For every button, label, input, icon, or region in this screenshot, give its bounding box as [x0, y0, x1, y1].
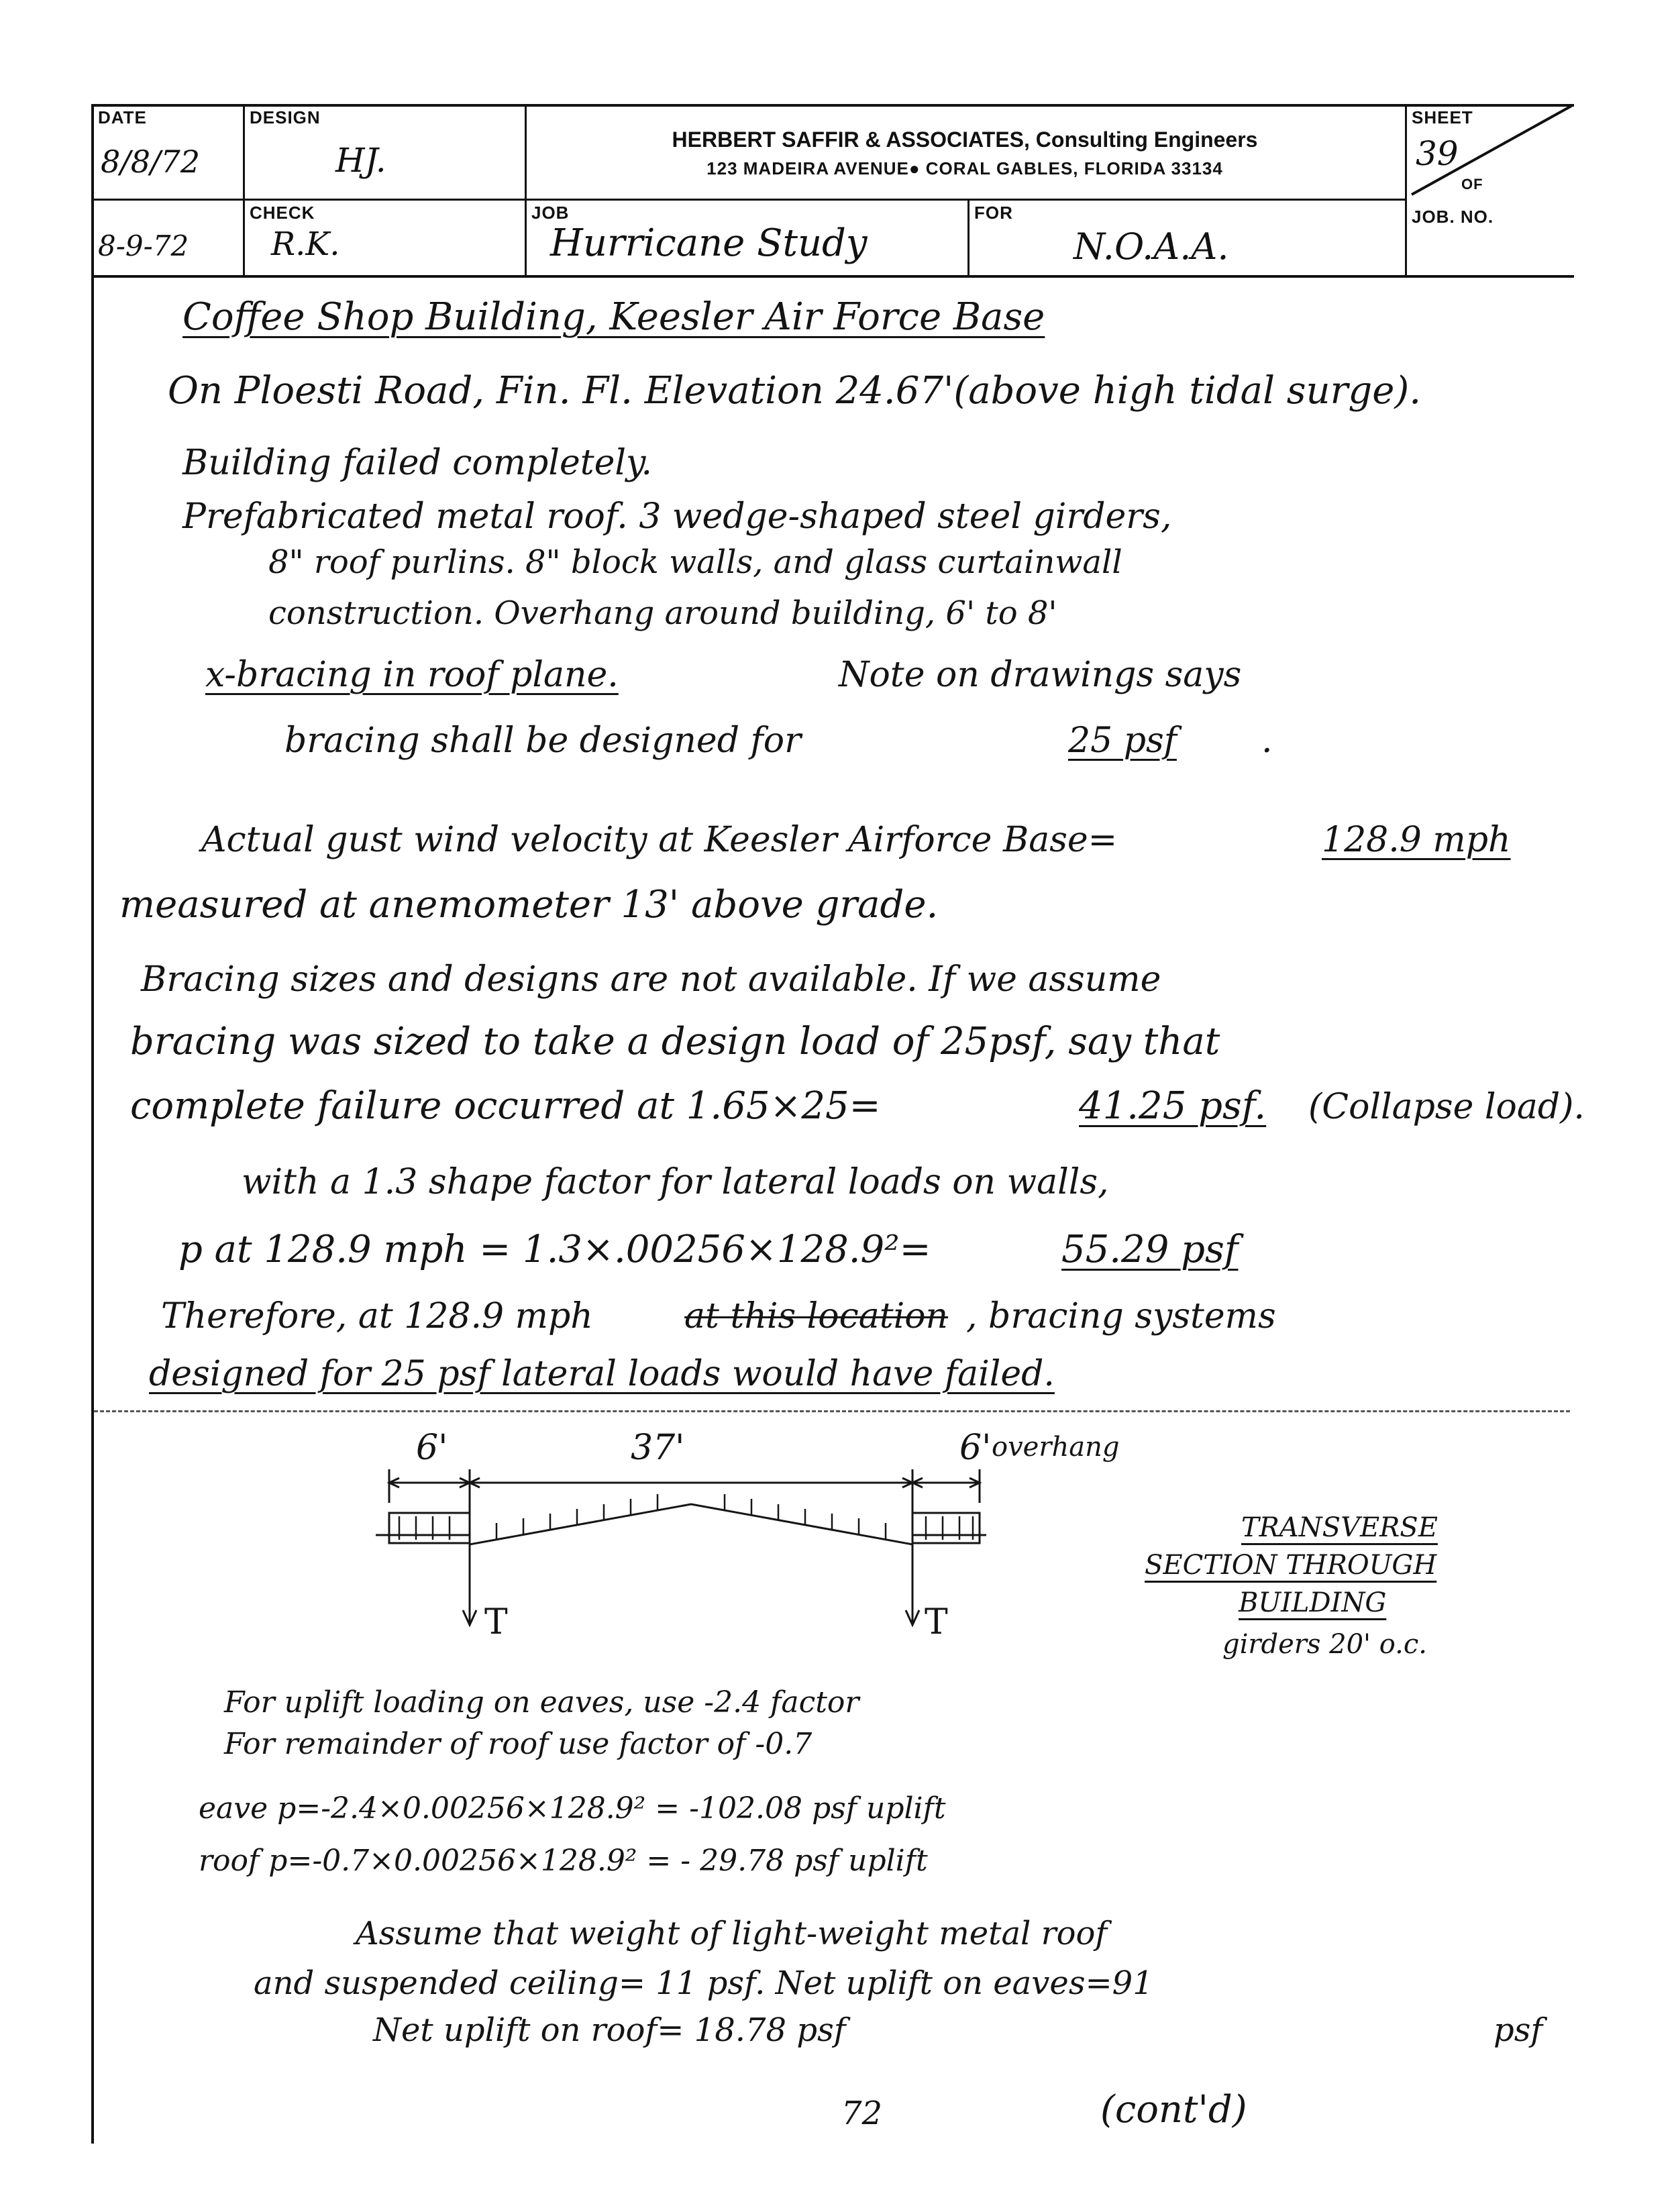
date-label: DATE [98, 107, 147, 127]
job-label: JOB [531, 203, 570, 223]
tension-label-left: T [484, 1602, 508, 1642]
description-line-1: Prefabricated metal roof. 3 wedge-shaped steel girders, [182, 496, 1172, 537]
struck-location-text: at this location [684, 1296, 949, 1336]
title-block-top-border [91, 104, 1574, 107]
title-block-left-border [91, 104, 94, 2144]
description-line-3: construction. Overhang around building, 6' to 8' [268, 594, 1057, 632]
roof-profile [376, 1504, 986, 1544]
failure-text: complete failure occurred at 1.65×25= [130, 1084, 881, 1128]
dimension-left: 6' [416, 1428, 448, 1468]
uplift-factor-eaves: For uplift loading on eaves, use -2.4 factor [224, 1685, 859, 1720]
drawing-note-text: Note on drawings says [839, 655, 1242, 695]
design-load-period: . [1261, 721, 1273, 761]
shape-factor-line: with a 1.3 shape factor for lateral loads on walls, [242, 1162, 1109, 1202]
job-no-label: JOB. NO. [1412, 207, 1494, 227]
location-line: On Ploesti Road, Fin. Fl. Elevation 24.67'(above high tidal surge). [168, 369, 1421, 413]
of-label: OF [1461, 176, 1483, 193]
conclusion-text-2: , bracing systems [966, 1296, 1276, 1336]
sheet-label: SHEET [1412, 107, 1473, 127]
dimension-middle: 37' [631, 1428, 685, 1468]
continued-note: (cont'd) [1100, 2088, 1247, 2131]
check-value: R.K. [271, 225, 340, 263]
bracing-line-2: bracing was sized to take a design load of 25psf, say that [130, 1020, 1220, 1063]
page-number: 72 [841, 2095, 883, 2132]
design-value: HJ. [335, 141, 386, 180]
divider-job-for [967, 199, 970, 276]
section-title-3: BUILDING [1239, 1587, 1387, 1618]
section-title-2: SECTION THROUGH [1145, 1550, 1437, 1581]
collapse-load-note: (Collapse load). [1308, 1087, 1585, 1127]
uplift-factor-roof: For remainder of roof use factor of -0.7 [224, 1727, 813, 1761]
conclusion-line-2: designed for 25 psf lateral loads would have failed. [149, 1354, 1055, 1394]
sheet-value: 39 [1416, 134, 1459, 173]
gust-velocity-value: 128.9 mph [1322, 820, 1511, 860]
check-label: CHECK [250, 203, 315, 223]
bracing-line-1: Bracing sizes and designs are not available. If we assume [141, 959, 1161, 1000]
date-value: 8/8/72 [101, 144, 201, 180]
failed-line: Building failed completely. [182, 443, 653, 483]
left-eave-zone [389, 1513, 470, 1543]
title-block-middle-line [91, 199, 1406, 201]
check-date: 8-9-72 [98, 229, 189, 262]
for-label: FOR [974, 203, 1013, 223]
job-value: Hurricane Study [550, 221, 868, 265]
assumption-line-3: Net uplift on roof= 18.78 psf [373, 2011, 846, 2049]
design-load-value: 25 psf [1068, 721, 1177, 761]
dimension-right: 6' [959, 1428, 992, 1468]
building-title: Coffee Shop Building, Keesler Air Force Base [182, 295, 1045, 339]
pressure-equation: p at 128.9 mph = 1.3×.00256×128.9²= [178, 1228, 931, 1271]
collapse-load-value: 41.25 psf. [1079, 1084, 1267, 1128]
assumption-line-2: and suspended ceiling= 11 psf. Net uplift on eaves=91 [254, 1964, 1153, 2002]
pressure-result: 55.29 psf [1061, 1228, 1239, 1271]
overhang-label: overhang [992, 1432, 1120, 1463]
roof-pressure-equation: roof p=-0.7×0.00256×128.9² = - 29.78 psf uplift [199, 1844, 928, 1878]
section-title-1: TRANSVERSE [1241, 1512, 1438, 1543]
tension-label-right: T [925, 1602, 948, 1642]
divider-date-design [243, 104, 245, 277]
eaves-uplift-unit: psf [1494, 2011, 1543, 2049]
firm-address: 123 MADEIRA AVENUE● CORAL GABLES, FLORIDA 33134 [706, 158, 1223, 178]
gust-velocity-text: Actual gust wind velocity at Keesler Airforce Base= [201, 820, 1118, 860]
firm-name: HERBERT SAFFIR & ASSOCIATES, Consulting Engineers [672, 127, 1258, 152]
title-block-bottom-border [91, 275, 1574, 278]
eave-pressure-equation: eave p=-2.4×0.00256×128.9² = -102.08 psf uplift [199, 1791, 946, 1826]
section-divider [94, 1410, 1570, 1412]
conclusion-text-1: Therefore, at 128.9 mph [161, 1296, 593, 1336]
assumption-line-1: Assume that weight of light-weight metal roof [356, 1915, 1108, 1952]
bracing-design-text: bracing shall be designed for [284, 721, 801, 761]
description-line-2: 8" roof purlins. 8" block walls, and glass curtainwall [268, 543, 1122, 581]
for-value: N.O.A.A. [1073, 225, 1229, 268]
anemometer-line: measured at anemometer 13' above grade. [119, 883, 939, 927]
right-eave-zone [912, 1513, 980, 1543]
x-bracing-text: x-bracing in roof plane. [205, 655, 619, 695]
girder-spacing: girders 20' o.c. [1222, 1629, 1427, 1660]
design-label: DESIGN [250, 107, 321, 127]
